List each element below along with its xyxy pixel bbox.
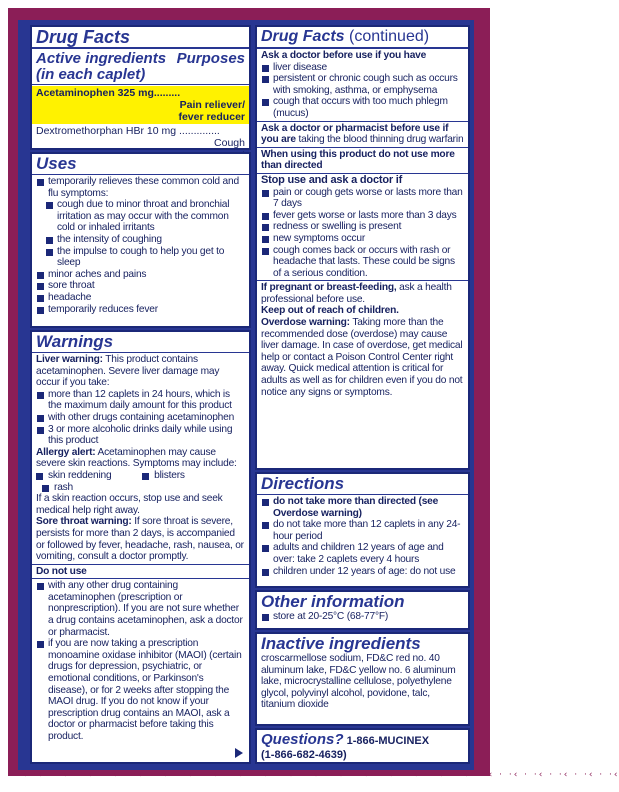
allergy-label: Allergy alert: <box>36 446 96 458</box>
overdose-warning <box>257 317 468 398</box>
other-info-panel <box>255 590 470 630</box>
liver-warning-text: This product contains acetaminophen. Severe liver damage may occur if you take: <box>36 354 220 389</box>
ask-pharmacist-text: taking the blood thinning drug warfarin <box>295 134 464 146</box>
divider <box>257 121 468 122</box>
continue-arrow-icon <box>235 748 243 758</box>
pregnancy-label: If pregnant or breast-feeding, <box>261 282 397 294</box>
ask-doctor-item: liver disease <box>257 62 468 74</box>
divider <box>257 47 468 49</box>
ingredient-name: Dextromethorphan HBr 10 mg .............. <box>36 125 220 137</box>
symptom-item: rash <box>42 482 73 494</box>
divider <box>257 494 468 495</box>
divider <box>32 47 249 49</box>
allergy-symptoms <box>32 470 249 493</box>
other-info-title: Other information <box>261 592 405 611</box>
continued-title <box>257 27 468 46</box>
divider <box>257 280 468 281</box>
uses-item: minor aches and pains <box>32 269 249 281</box>
continued-suffix: (continued) <box>344 28 430 45</box>
allergy-after: If a skin reaction occurs, stop use and seek medical help right away. <box>36 493 223 516</box>
liver-item: 3 or more alcoholic drinks daily while using this product <box>32 424 249 447</box>
continued-panel <box>255 25 470 470</box>
ask-doctor-item: cough that occurs with too much phlegm (mucus) <box>257 96 468 119</box>
sore-throat-warning <box>32 516 249 562</box>
overdose-text: Taking more than the recommended dose (overdose) may cause liver damage. In case of overdose, get medical help or contact a Poison Control Center right away. Quick medical attention is critical for adults as well as for children even if you do not notice any signs or symptoms. <box>261 317 463 398</box>
allergy-alert <box>32 447 249 470</box>
per-caplet-label: (in each caplet) <box>36 66 146 83</box>
stop-use-item: pain or cough gets worse or lasts more than 7 days <box>257 187 468 210</box>
liver-item: with other drugs containing acetaminophen <box>32 412 249 424</box>
ingredient-acetaminophen <box>32 86 249 124</box>
ingredient-purpose: Cough <box>214 137 245 149</box>
drug-facts-title: Drug Facts <box>261 28 345 45</box>
uses-item: sore throat <box>32 280 249 292</box>
directions-item: do not take more than directed (see Overdose warning) <box>257 496 468 519</box>
symptom-item: skin reddening <box>36 470 111 482</box>
directions-title: Directions <box>261 474 345 493</box>
active-header <box>32 50 249 67</box>
inactive-text: croscarmellose sodium, FD&C red no. 40 aluminum lake, FD&C yellow no. 6 aluminum lake, microcrystalline cellulose, polyethylene glycol, polyvinyl alcohol, povidone, talc, titanium dioxide <box>261 653 456 711</box>
sore-throat-label: Sore throat warning: <box>36 516 132 528</box>
warnings-title: Warnings <box>36 332 114 351</box>
liver-warning <box>32 354 249 389</box>
divider <box>32 174 249 175</box>
liver-warning-label: Liver warning: <box>36 354 103 365</box>
uses-subitem: the impulse to cough to help you get to sleep <box>32 246 249 269</box>
active-ingredients-panel <box>30 25 251 150</box>
stop-use-item: cough comes back or occurs with rash or headache that lasts. These could be signs of a serious condition. <box>257 245 468 280</box>
uses-panel <box>30 152 251 328</box>
ask-doctor-item: persistent or chronic cough such as occurs with smoking, asthma, or emphysema <box>257 73 468 96</box>
when-using: When using this product do not use more than directed <box>261 148 455 172</box>
ask-pharmacist <box>257 123 468 146</box>
uses-subitem: cough due to minor throat and bronchial irritation as may occur with the common cold or inhaled irritants <box>32 199 249 234</box>
ask-pharmacist-label: Ask a doctor or pharmacist before use if you are <box>261 122 449 146</box>
stop-use-item: redness or swelling is present <box>257 221 468 233</box>
directions-panel <box>255 472 470 588</box>
sore-throat-text: If sore throat is severe, persists for more than 2 days, is accompanied or followed by fever, headache, rash, nausea, or vomiting, consult a doctor promptly. <box>36 516 244 563</box>
allergy-text: Acetaminophen may cause severe skin reactions. Symptoms may include: <box>36 446 237 470</box>
divider <box>32 578 249 579</box>
do-not-use-item: with any other drug containing acetaminophen (prescription or nonprescription). If you are not sure whether a drug contains acetaminophen, ask a doctor or pharmacist. <box>32 580 249 638</box>
uses-item: headache <box>32 292 249 304</box>
questions-line <box>257 730 468 749</box>
ingredient-purpose: Pain reliever/ <box>179 99 245 111</box>
divider <box>32 84 249 85</box>
do-not-use-title: Do not use <box>36 565 87 577</box>
drug-facts-title: Drug Facts <box>36 27 131 47</box>
do-not-use-item: if you are now taking a prescription monoamine oxidase inhibitor (MAOI) (certain drugs for depression, psychiatric, or emotional conditions, or Parkinson's disease), or for 2 weeks after stopping the MAOI drug. If you do not know if your prescription drug contains an MAOI, ask a doctor or pharmacist before taking this product. <box>32 638 249 742</box>
uses-item: temporarily relieves these common cold and flu symptoms: <box>32 176 249 199</box>
pregnancy-text: ask a health professional before use. <box>261 282 452 305</box>
overdose-label: Overdose warning: <box>261 317 350 329</box>
directions-item: children under 12 years of age: do not use <box>257 566 468 578</box>
divider <box>32 564 249 565</box>
other-info-item: store at 20-25°C (68-77°F) <box>257 611 468 623</box>
uses-title: Uses <box>36 154 77 173</box>
questions-label: Questions? <box>261 731 344 748</box>
liver-item: more than 12 caplets in 24 hours, which is the maximum daily amount for this product <box>32 389 249 412</box>
inactive-panel <box>255 632 470 726</box>
purposes-label: Purposes <box>176 50 245 67</box>
warnings-panel <box>30 330 251 764</box>
divider <box>257 147 468 148</box>
phone-vanity: 1-866-MUCINEX <box>346 735 430 747</box>
stop-use-item: new symptoms occur <box>257 233 468 245</box>
ingredient-purpose-2: fever reducer <box>178 111 245 123</box>
directions-item: adults and children 12 years of age and over: take 2 caplets every 4 hours <box>257 542 468 565</box>
stop-use-title: Stop use and ask a doctor if <box>261 173 403 186</box>
ask-doctor-title: Ask a doctor before use if you have <box>261 50 427 61</box>
keep-out-of-reach: Keep out of reach of children. <box>261 305 399 317</box>
perforation-dots: · ·‹ ·‹ · ·‹ · ·‹ · ·‹ · ·‹ · ·‹ · ·‹ · ·‹ · ·‹ · ·‹ · ·‹ · ·‹ · ·‹ · ·‹ · ·‹ · ·‹ · ·‹ · ·‹ · ·‹ · ·‹ · ·‹ · ·‹ · ·‹ · ·‹ <box>8 770 619 780</box>
directions-item: do not take more than 12 caplets in any 24-hour period <box>257 519 468 542</box>
stop-use-item: fever gets worse or lasts more than 3 days <box>257 210 468 222</box>
divider <box>32 352 249 353</box>
pregnancy-note <box>257 282 468 305</box>
inactive-title: Inactive ingredients <box>261 634 421 653</box>
phone-number: (1-866-682-4639) <box>261 749 347 761</box>
active-ingredients-label: Active ingredients <box>36 50 167 67</box>
symptom-item: blisters <box>142 470 185 482</box>
ingredient-name: Acetaminophen 325 mg......... <box>36 87 181 99</box>
uses-item: temporarily reduces fever <box>32 304 249 316</box>
uses-subitem: the intensity of coughing <box>32 234 249 246</box>
questions-panel <box>255 728 470 764</box>
